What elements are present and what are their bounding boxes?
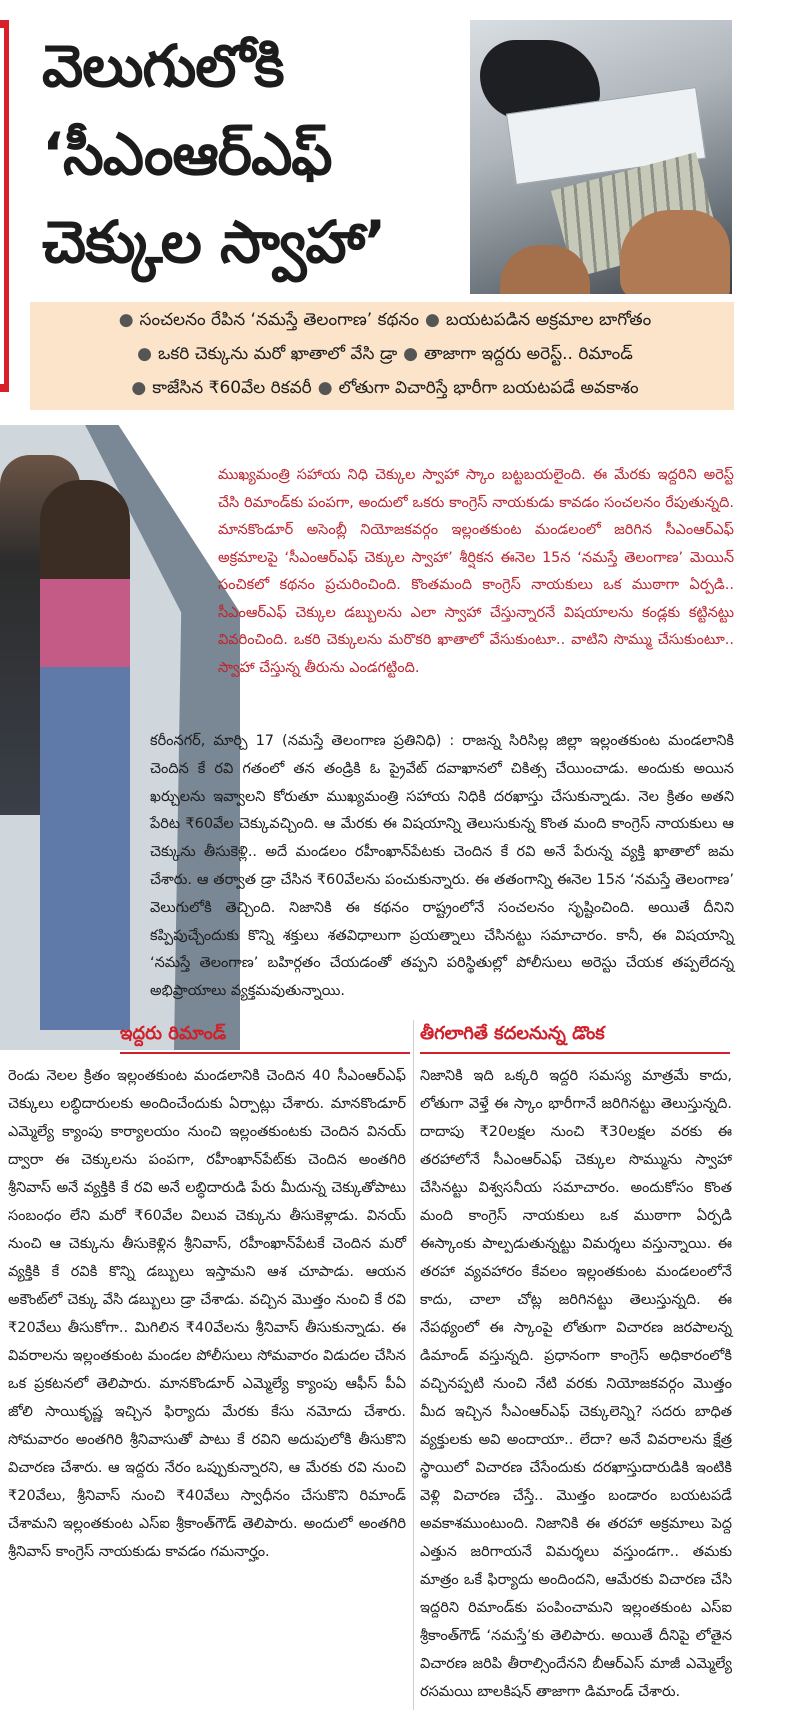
subheads-box bbox=[30, 302, 734, 410]
person-2 bbox=[40, 480, 130, 1030]
bullet: ● bbox=[403, 344, 419, 364]
subhead-line-2 bbox=[30, 340, 734, 368]
bullet: ● bbox=[137, 344, 152, 364]
subhead-line-1 bbox=[30, 306, 734, 334]
subhead-text: ఒకరి చెక్కును మరో ఖాతాలో వేసి డ్రా bbox=[157, 344, 398, 364]
subhead-text: తాజాగా ఇద్దరు అరెస్ట్‌.. రిమాండ్‌ bbox=[424, 344, 633, 364]
right-column-text: నిజానికి ఇది ఒక్కరి ఇద్దరి సమస్య మాత్రమే కాదు, లోతుగా వెళ్తే ఈ స్కాం భారీగానే జరిగినట్టు తెలుస్తున్నది. దాదాపు ₹20లక్షల నుంచి ₹30లక్షల వరకు ఈ తరహాలోనే సీఎంఆర్‌ఎఫ్‌ చెక్కుల సొమ్మును స్వాహా చేసినట్టు విశ్వసనీయ సమాచారం. అందుకోసం కొంత మంది కాంగ్రెస్‌ నాయకులు ఒక ముఠాగా ఏర్పడి ఈస్కాంకు పాల్పడుతున్నట్టు విమర్శలు వస్తున్నాయి. ఈ తరహా వ్యవహారం కేవలం ఇల్లంతకుంట మండలంలోనే కాదు, చాలా చోట్ల జరిగినట్టు తెలుస్తున్నది. ఈ నేపథ్యంలో ఈ స్కాంపై లోతుగా విచారణ జరపాలన్న డిమాండ్‌ వస్తున్నది. ప్రధానంగా కాంగ్రెస్‌ అధికారంలోకి వచ్చినప్పటి నుంచి నేటి వరకు నియోజకవర్గం మొత్తం మీద ఇచ్చిన సీఎంఆర్‌ఎఫ్‌ చెక్కులెన్ని? సదరు బాధిత వ్యక్తులకు అవి అందాయా.. లేదా? అనే వివరాలను క్షేత్ర స్థాయిలో విచారణ చేసేందుకు దరఖాస్తుదారుడికి ఇంటికి వెళ్లి విచారణ చేస్తే.. మొత్తం బండారం బయటపడే అవకాశముంటుంది. నిజానికి ఈ తరహా అక్రమాలు పెద్ద ఎత్తున జరిగాయనే విమర్శలు వస్తుండగా.. తమకు మాత్రం ఒకే ఫిర్యాదు అందిందని, ఆమేరకు విచారణ చేసి ఇద్దరిని రిమాండ్‌కు పంపించామని ఇల్లంతకుంట ఎస్‌ఐ శ్రీకాంత్‌గౌడ్‌ ‘నమస్తే’కు తెలిపారు. అయితే దీనిపై లోతైన విచారణ జరిపి తీరాల్సిందేనని బీఆర్‌ఎస్‌ మాజీ ఎమ్మెల్యే రసమయి బాలకిషన్‌ తాజాగా డిమాండ్‌ చేశారు. bbox=[420, 1068, 732, 1700]
hand-image bbox=[620, 210, 730, 294]
subhead-line-3 bbox=[30, 374, 734, 402]
subhead-text: లోతుగా విచారిస్తే భారీగా బయటపడే అవకాశం bbox=[338, 378, 639, 398]
lead-paragraph: ముఖ్యమంత్రి సహాయ నిధి చెక్కుల స్వాహా స్కాం బట్టబయలైంది. ఈ మేరకు ఇద్దరిని అరెస్ట్‌ చేసి రిమాండ్‌కు పంపగా, అందులో ఒకరు కాంగ్రెస్‌ నాయకుడు కావడం సంచలనం రేపుతున్నది. మానకొండూర్‌ అసెంబ్లీ నియోజకవర్గం ఇల్లంతకుంట మండలంలో జరిగిన సీఎంఆర్‌ఎఫ్‌ అక్రమాలపై ‘సీఎంఆర్‌ఎఫ్‌ చెక్కుల స్వాహా’ శీర్షికన ఈనెల 15న ‘నమస్తే తెలంగాణ’ మెయిన్‌ సంచికలో కథనం ప్రచురించింది. కొంతమంది కాంగ్రెస్‌ నాయకులు ఒక ముఠాగా ఏర్పడి.. సీఎంఆర్‌ఎఫ్‌ చెక్కుల డబ్బులను ఎలా స్వాహా చేస్తున్నారనే విషయాలను కండ్లకు కట్టినట్టు వివరించింది. ఒకరి చెక్కులను మరొకరి ఖాతాలో వేసుకుంటూ.. వాటిని సొమ్ము చేసుకుంటూ.. స్వాహా చేస్తున్న తీరును ఎండగట్టింది. bbox=[218, 467, 735, 676]
hero-photo bbox=[470, 20, 732, 294]
headline-line-3: చెక్కుల స్వాహా’ bbox=[42, 208, 386, 276]
bullet: ● bbox=[131, 378, 147, 398]
bullet: ● bbox=[425, 310, 440, 330]
subhead-text: కాజేసిన ₹60వేల రికవరీ bbox=[152, 378, 312, 398]
headline-line-2: ‘సీఎంఆర్‌ఎఫ్‌ bbox=[42, 120, 332, 188]
subhead-text: బయటపడిన అక్రమాల బాగోతం bbox=[445, 310, 652, 330]
body-paragraph: కరీంనగర్‌, మార్చి 17 (నమస్తే తెలంగాణ ప్రతినిధి) : రాజన్న సిరిసిల్ల జిల్లా ఇల్లంతకుంట మండలానికి చెందిన కే రవి గతంలో తన తండ్రికి ఓ ప్రైవేట్‌ దవాఖానలో చికిత్స చేయించాడు. అందుకు అయిన ఖర్చులను ఇవ్వాలని కోరుతూ ముఖ్యమంత్రి సహాయ నిధికి దరఖాస్తు చేసుకున్నాడు. నెల క్రితం అతని పేరిట ₹60వేల చెక్కువచ్చింది. ఆ మేరకు ఈ విషయాన్ని తెలుసుకున్న కొంత మంది కాంగ్రెస్‌ నాయకులు ఆ చెక్కును తీసుకెళ్లి.. అదే మండలం రహీంఖాన్‌పేటకు చెందిన కే రవి అనే పేరున్న వ్యక్తి ఖాతాలో జమ చేశారు. ఆ తర్వాత డ్రా చేసిన ₹60వేలను పంచుకున్నారు. ఈ తతంగాన్ని ఈనెల 15న ‘నమస్తే తెలంగాణ’ వెలుగులోకి తెచ్చింది. నిజానికి ఈ కథనం రాష్ట్రంలోనే సంచలనం సృష్టించింది. అయితే దీనిని కప్పిపుచ్చేందుకు కొన్ని శక్తులు శతవిధాలుగా ప్రయత్నాలు చేసినట్టు సమాచారం. కానీ, ఈ విషయాన్ని ‘నమస్తే తెలంగాణ’ బహిర్గతం చేయడంతో తప్పని పరిస్థితుల్లో పోలీసులు అరెస్టు చేయక తప్పలేదన్న అభిప్రాయాలు వ్యక్తమవుతున్నాయి. bbox=[150, 733, 734, 1000]
left-column-heading: ఇద్దరు రిమాండ్‌ bbox=[120, 1023, 227, 1044]
headline-line-1: వెలుగులోకి bbox=[42, 32, 284, 100]
bullet: ● bbox=[118, 310, 134, 330]
column-divider bbox=[413, 1020, 414, 1710]
accent-red-bar-inner bbox=[0, 28, 4, 384]
headline bbox=[42, 22, 462, 286]
right-column-heading: తీగలాగితే కదలనున్న డొంక bbox=[420, 1023, 605, 1044]
left-heading-rule bbox=[120, 1052, 410, 1054]
subhead-text: సంచలనం రేపిన ‘నమస్తే తెలంగాణ’ కథనం bbox=[139, 310, 420, 330]
bullet: ● bbox=[317, 378, 333, 398]
left-column-text: రెండు నెలల క్రితం ఇల్లంతకుంట మండలానికి చెందిన 40 సీఎంఆర్‌ఎఫ్‌ చెక్కులు లబ్ధిదారులకు అందించేందుకు ఏర్పాట్లు చేశారు. మానకొండూర్‌ ఎమ్మెల్యే క్యాంపు కార్యాలయం నుంచి ఇల్లంతకుంటకు చెందిన వినయ్‌ ద్వారా ఈ చెక్కులను పంపగా, రహీంఖాన్‌పేట్‌కు చెందిన అంతగిరి శ్రీనివాస్‌ అనే వ్యక్తికి కే రవి అనే లబ్ధిదారుడి పేరు మీదున్న చెక్కుతోపాటు సంబంధం లేని మరో ₹60వేల విలువ చెక్కును తీసుకెళ్లాడు. వినయ్‌ నుంచి ఆ చెక్కును తీసుకెళ్లిన శ్రీనివాస్‌, రహీంఖాన్‌పేటకే చెందిన మరో వ్యక్తికి కే రవికి కొన్ని డబ్బులు ఇస్తామని ఆశ చూపాడు. ఆయన అకౌంట్‌లో చెక్కు వేసి డబ్బులు డ్రా చేశాడు. వచ్చిన మొత్తం నుంచి కే రవి ₹20వేలు తీసుకోగా.. మిగిలిన ₹40వేలను శ్రీనివాస్‌ తీసుకున్నాడు. ఈ వివరాలను ఇల్లంతకుంట మండల పోలీసులు సోమవారం విడుదల చేసిన ఒక ప్రకటనలో తెలిపారు. మానకొండూర్‌ ఎమ్మెల్యే క్యాంపు ఆఫీస్‌ పీఏ జోలి సాయికృష్ణ ఇచ్చిన ఫిర్యాదు మేరకు కేసు నమోదు చేశారు. సోమవారం అంతగిరి శ్రీనివాసుతో పాటు కే రవిని అదుపులోకి తీసుకొని విచారణ చేశారు. ఆ ఇద్దరు నేరం ఒప్పుకున్నారని, ఆ మేరకు రవి నుంచి ₹20వేలు, శ్రీనివాస్‌ నుంచి ₹40వేలు స్వాధీనం చేసుకొని రిమాండ్‌ చేశామని ఇల్లంతకుంట ఎస్‌ఐ శ్రీకాంత్‌గౌడ్‌ తెలిపారు. అందులో అంతగిరి శ్రీనివాస్‌ కాంగ్రెస్‌ నాయకుడు కావడం గమనార్హం. bbox=[8, 1068, 406, 1560]
right-heading-rule bbox=[420, 1052, 730, 1054]
